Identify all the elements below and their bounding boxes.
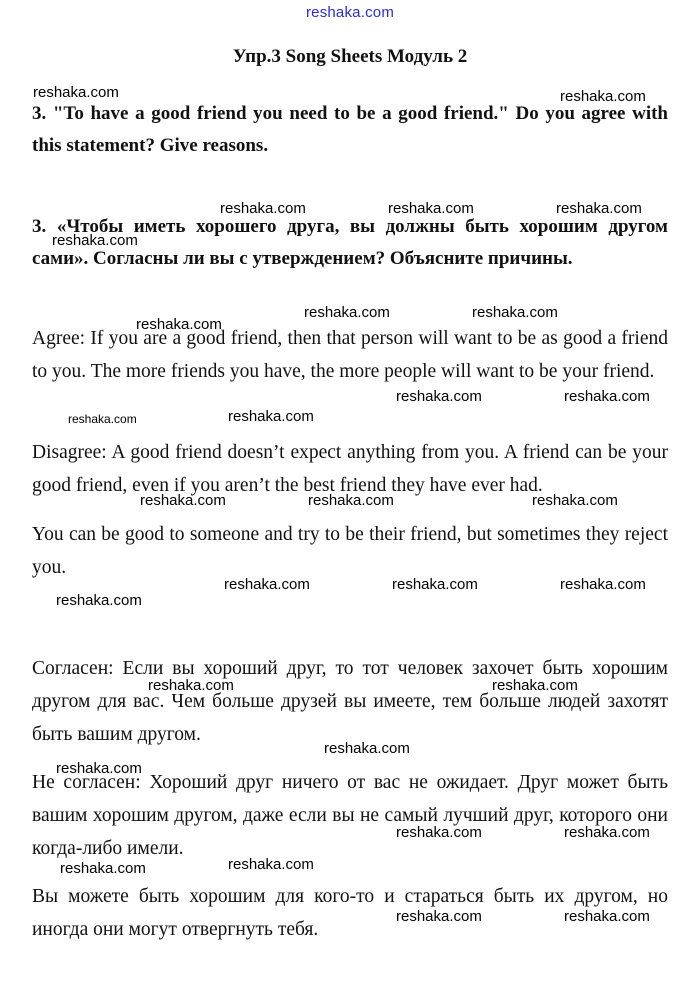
answer-agree-en: Agree: If you are a good friend, then that person will want to be as good a friend to you. The more friends you have, the more people will want to be your friend. xyxy=(32,328,668,382)
watermark: reshaka.com xyxy=(220,200,306,217)
watermark: reshaka.com xyxy=(396,388,482,405)
watermark: reshaka.com xyxy=(392,576,478,593)
task-question-en: 3. "To have a good friend you need to be a good friend." Do you agree with this statement? Give reasons. xyxy=(32,103,668,156)
watermark: reshaka.com xyxy=(33,84,119,101)
watermark: reshaka.com xyxy=(556,200,642,217)
answer-agree-ru: Согласен: Если вы хороший друг, то тот человек захочет быть хорошим другом для вас. Чем больше друзей вы имеете, тем больше людей захотят быть вашим другом. xyxy=(32,658,668,745)
answer-disagree-en: Disagree: A good friend doesn’t expect anything from you. A friend can be your good friend, even if you aren’t the best friend they have ever had. xyxy=(32,442,668,496)
watermark: reshaka.com xyxy=(228,856,314,873)
site-link[interactable]: reshaka.com xyxy=(305,4,395,21)
watermark: reshaka.com xyxy=(60,860,146,877)
watermark: reshaka.com xyxy=(304,304,390,321)
watermark: reshaka.com xyxy=(564,824,650,841)
page-title: Упр.3 Song Sheets Модуль 2 xyxy=(232,46,468,67)
answer-extra-ru: Вы можете быть хорошим для кого-то и стараться быть их другом, но иногда они могут отвергнуть тебя. xyxy=(32,886,668,940)
watermark: reshaka.com xyxy=(56,592,142,609)
watermark: reshaka.com xyxy=(224,576,310,593)
watermark: reshaka.com xyxy=(140,492,226,509)
watermark: reshaka.com xyxy=(396,908,482,925)
watermark: reshaka.com xyxy=(564,908,650,925)
answer-extra-en: You can be good to someone and try to be their friend, but sometimes they reject you. xyxy=(32,524,668,578)
watermark: reshaka.com xyxy=(492,677,578,694)
watermark: reshaka.com xyxy=(560,88,646,105)
watermark: reshaka.com xyxy=(388,200,474,217)
watermark: reshaka.com xyxy=(308,492,394,509)
task-question-ru: 3. «Чтобы иметь хорошего друга, вы должны быть хорошим другом сами». Согласны ли вы с утверждением? Объясните причины. xyxy=(32,216,668,269)
watermark: reshaka.com xyxy=(52,232,138,249)
watermark: reshaka.com xyxy=(148,677,234,694)
watermark: reshaka.com xyxy=(564,388,650,405)
watermark: reshaka.com xyxy=(396,824,482,841)
answer-disagree-ru: Не согласен: Хороший друг ничего от вас не ожидает. Друг может быть вашим хорошим другом, даже если вы не самый лучший друг, которого они когда-либо имели. xyxy=(32,772,668,859)
watermark: reshaka.com xyxy=(228,408,314,425)
watermark: reshaka.com xyxy=(56,760,142,777)
watermark: reshaka.com xyxy=(532,492,618,509)
watermark: reshaka.com xyxy=(68,412,137,426)
watermark: reshaka.com xyxy=(136,316,222,333)
watermark: reshaka.com xyxy=(472,304,558,321)
watermark: reshaka.com xyxy=(560,576,646,593)
watermark: reshaka.com xyxy=(324,740,410,757)
